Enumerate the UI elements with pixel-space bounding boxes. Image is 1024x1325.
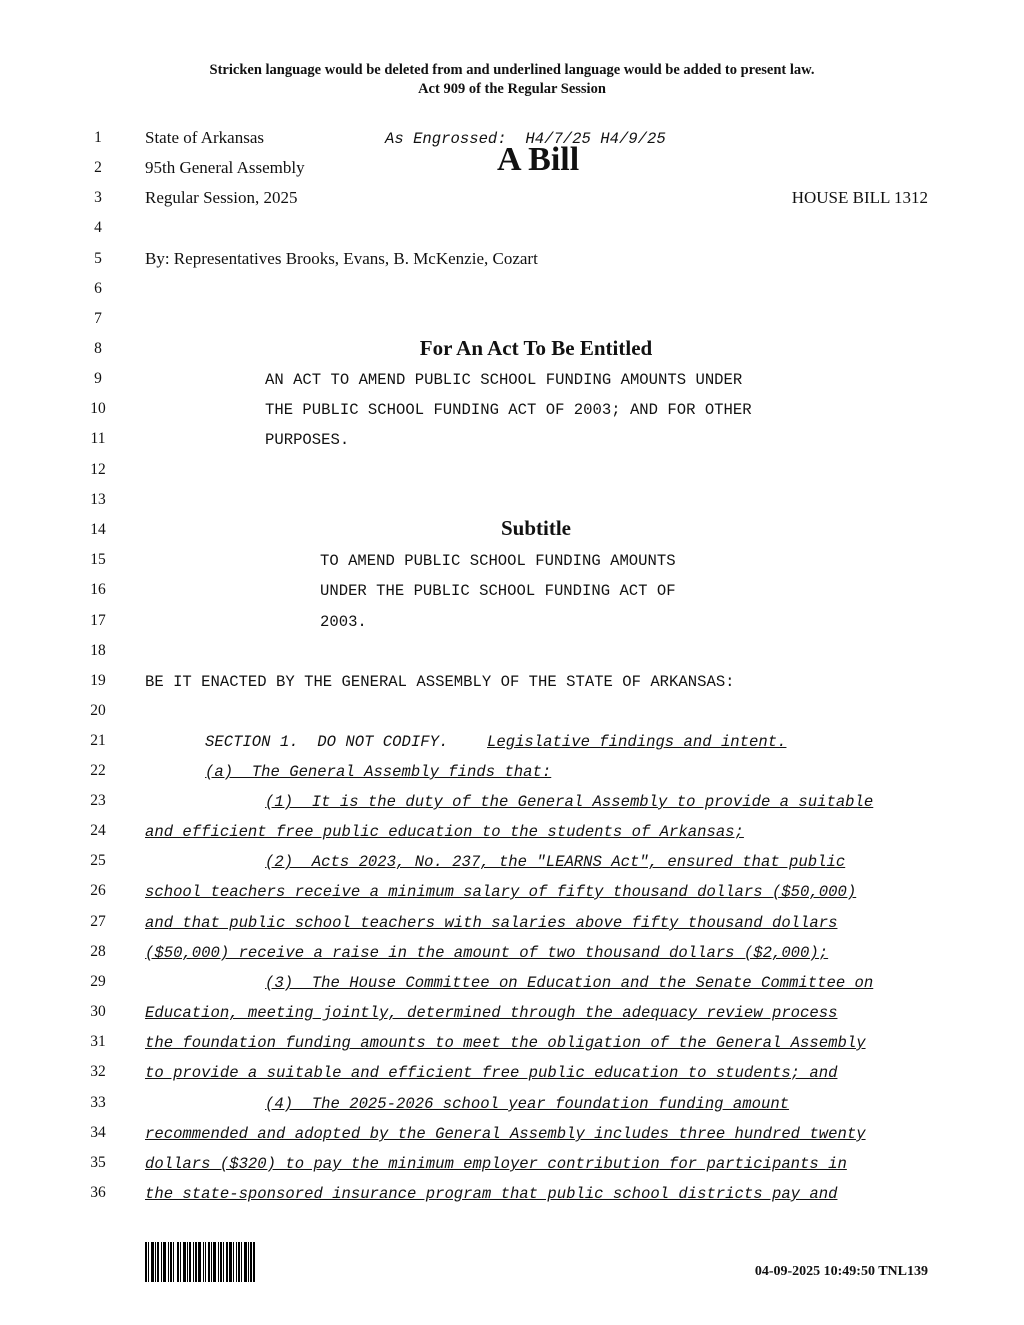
section-text-line: and that public school teachers with salaries above fifty thousand dollars xyxy=(145,914,838,932)
line-number: 26 xyxy=(90,882,106,899)
section-text-line: and efficient free public education to the students of Arkansas; xyxy=(145,823,744,841)
line-number: 8 xyxy=(94,340,102,357)
act-number: Act 909 of the Regular Session xyxy=(418,81,606,97)
section-text-line: dollars ($320) to pay the minimum employer contribution for participants in xyxy=(145,1155,847,1173)
line-number: 30 xyxy=(90,1003,106,1020)
line-number: 21 xyxy=(90,732,106,749)
line-number: 15 xyxy=(90,551,106,568)
section-text-line: school teachers receive a minimum salary of fifty thousand dollars ($50,000) xyxy=(145,883,857,901)
title-heading: For An Act To Be Entitled xyxy=(419,336,653,360)
line-number: 27 xyxy=(90,913,106,930)
line-number: 32 xyxy=(90,1063,106,1080)
section-text-line: recommended and adopted by the General Assembly includes three hundred twenty xyxy=(145,1125,866,1143)
bill-number: HOUSE BILL 1312 xyxy=(791,188,928,207)
line-number: 7 xyxy=(94,310,102,327)
line-number: 25 xyxy=(90,852,106,869)
title-line: THE PUBLIC SCHOOL FUNDING ACT OF 2003; AND FOR OTHER xyxy=(265,401,752,419)
subtitle-line: UNDER THE PUBLIC SCHOOL FUNDING ACT OF xyxy=(320,582,676,600)
section-text-line: the state-sponsored insurance program that public school districts pay and xyxy=(145,1185,838,1203)
line-number: 2 xyxy=(94,159,102,176)
state-name: State of Arkansas xyxy=(145,128,264,147)
section-label: SECTION 1. DO NOT CODIFY. xyxy=(205,733,449,751)
line-number: 19 xyxy=(90,672,106,689)
line-number: 16 xyxy=(90,581,106,598)
line-number: 13 xyxy=(90,491,106,508)
line-number: 23 xyxy=(90,792,106,809)
line-number: 11 xyxy=(90,430,106,447)
stricken-notice: Stricken language would be deleted from and underlined language would be added to present law. xyxy=(209,62,815,78)
line-number: 29 xyxy=(90,973,106,990)
line-number: 18 xyxy=(90,642,106,659)
document-type: A Bill xyxy=(497,141,580,178)
document-stamp: 04-09-2025 10:49:50 TNL139 xyxy=(754,1264,928,1279)
section-text-line: ($50,000) receive a raise in the amount of two thousand dollars ($2,000); xyxy=(145,944,829,962)
subtitle-heading: Subtitle xyxy=(500,516,571,540)
section-text-line: (4) The 2025-2026 school year foundation funding amount xyxy=(265,1095,790,1113)
session: Regular Session, 2025 xyxy=(145,188,298,207)
section-text-line: Education, meeting jointly, determined through the adequacy review process xyxy=(145,1004,838,1022)
general-assembly: 95th General Assembly xyxy=(145,158,305,177)
line-number: 34 xyxy=(90,1124,106,1141)
engrossed-dates: As Engrossed: H4/7/25 H4/9/25 xyxy=(385,130,666,148)
enacting-clause: BE IT ENACTED BY THE GENERAL ASSEMBLY OF THE STATE OF ARKANSAS: xyxy=(145,673,735,691)
title-line: AN ACT TO AMEND PUBLIC SCHOOL FUNDING AMOUNTS UNDER xyxy=(265,371,743,389)
line-number: 31 xyxy=(90,1033,106,1050)
line-number: 5 xyxy=(94,250,102,267)
line-number: 22 xyxy=(90,762,106,779)
line-number: 4 xyxy=(94,219,102,236)
section-text-line: (1) It is the duty of the General Assembly to provide a suitable xyxy=(265,793,874,811)
line-number: 10 xyxy=(90,400,106,417)
line-number: 17 xyxy=(90,612,106,629)
section-text-line: to provide a suitable and efficient free public education to students; and xyxy=(145,1064,838,1082)
subtitle-line: TO AMEND PUBLIC SCHOOL FUNDING AMOUNTS xyxy=(320,552,676,570)
line-number: 9 xyxy=(94,370,102,387)
section-text-line: the foundation funding amounts to meet the obligation of the General Assembly xyxy=(145,1034,866,1052)
line-number: 3 xyxy=(94,189,102,206)
subtitle-line: 2003. xyxy=(320,613,367,631)
barcode-icon xyxy=(145,1242,273,1282)
line-number: 14 xyxy=(90,521,106,538)
line-number: 12 xyxy=(90,461,106,478)
title-line: PURPOSES. xyxy=(265,431,350,449)
section-text-line: (3) The House Committee on Education and the Senate Committee on xyxy=(265,974,874,992)
line-number: 28 xyxy=(90,943,106,960)
line-number: 20 xyxy=(90,702,106,719)
line-number: 1 xyxy=(94,129,102,146)
section-text-line: (2) Acts 2023, No. 237, the "LEARNS Act", ensured that public xyxy=(265,853,846,871)
line-number: 35 xyxy=(90,1154,106,1171)
line-number: 33 xyxy=(90,1094,106,1111)
section-heading: Legislative findings and intent. xyxy=(487,733,787,751)
section-text-line: (a) The General Assembly finds that: xyxy=(205,763,552,781)
line-number: 6 xyxy=(94,280,102,297)
line-number: 36 xyxy=(90,1184,106,1201)
sponsors: By: Representatives Brooks, Evans, B. McKenzie, Cozart xyxy=(145,249,538,268)
line-number: 24 xyxy=(90,822,106,839)
